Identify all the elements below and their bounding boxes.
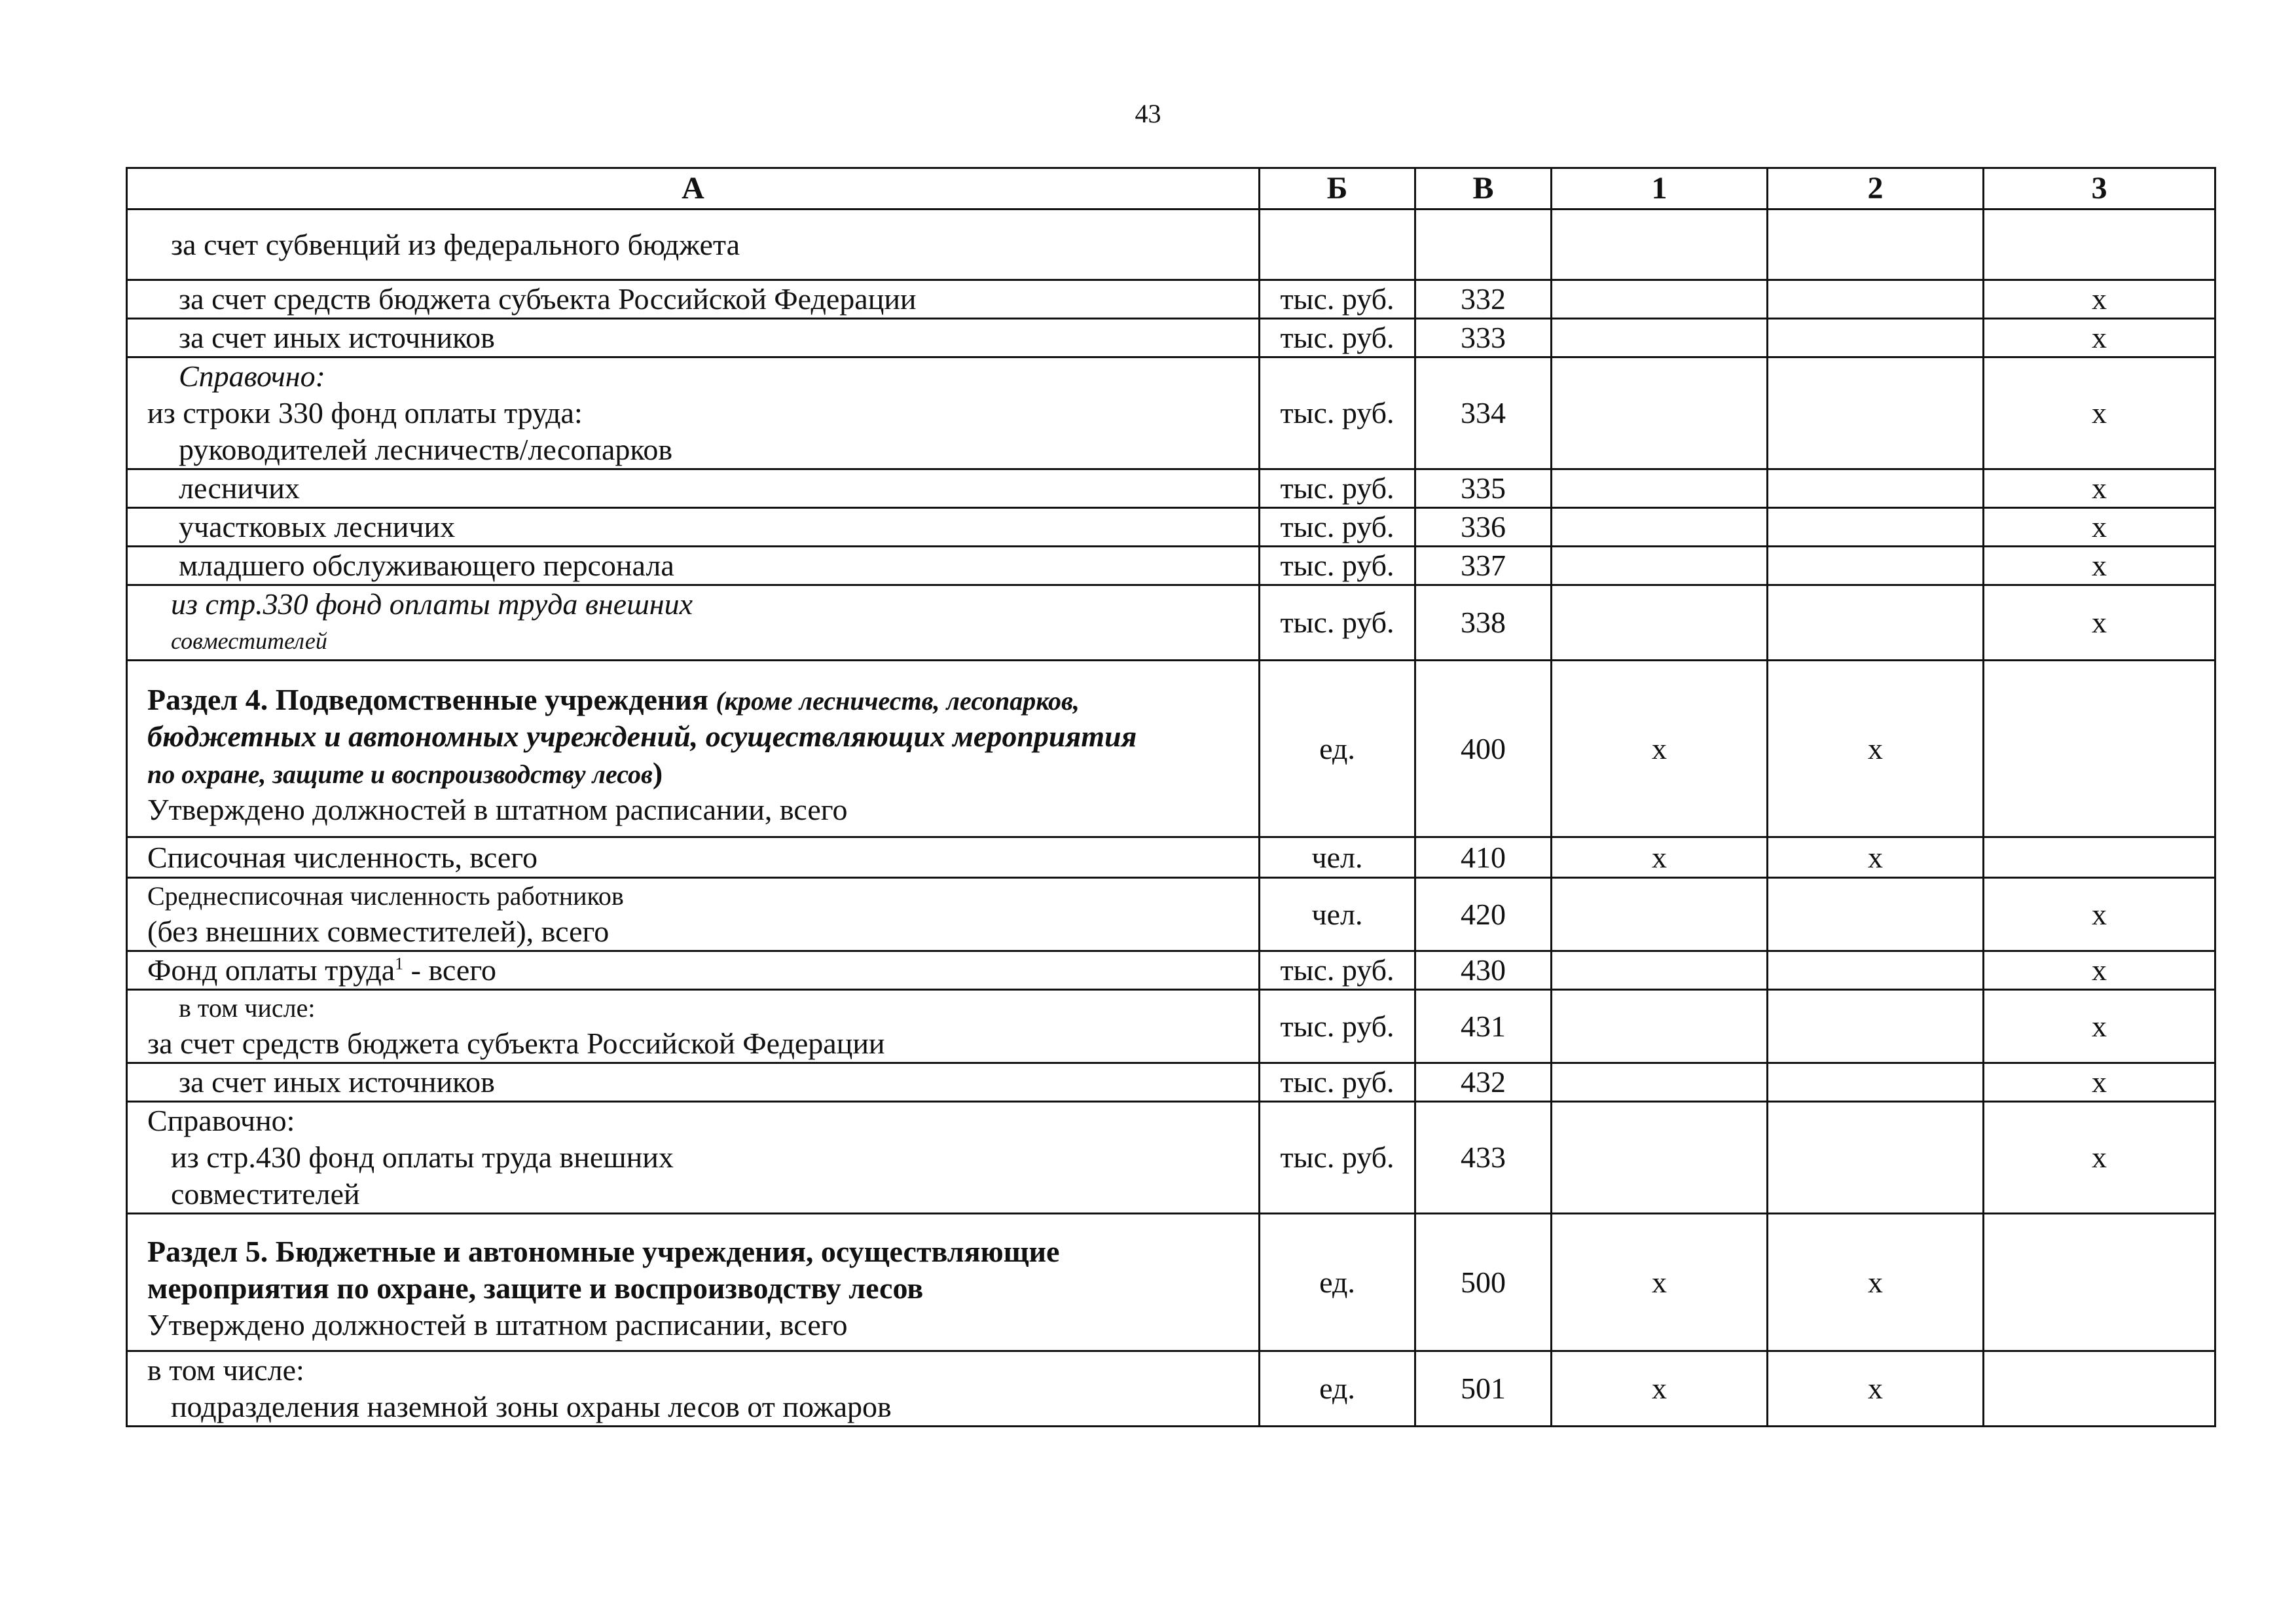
row-label: [127, 508, 1260, 547]
col2-cell: [1768, 951, 1984, 990]
col3-cell: x: [1984, 1102, 2215, 1214]
row-label-line: за счет иных источников: [179, 321, 495, 354]
col3-cell: x: [1984, 547, 2215, 585]
col1-cell: [1552, 357, 1768, 469]
row-label-line: в том числе:: [147, 1353, 304, 1387]
col2-cell: [1768, 210, 1984, 280]
col3-cell: x: [1984, 1063, 2215, 1102]
page-number: 43: [1135, 99, 1161, 128]
table-row: [127, 280, 2215, 319]
code-cell: 400: [1415, 661, 1552, 837]
wage-fund-label: Фонд оплаты труда: [147, 953, 395, 987]
col2-cell: [1768, 547, 1984, 585]
col2-cell: x: [1768, 1351, 1984, 1427]
unit-cell: чел.: [1260, 878, 1415, 951]
table-row: [127, 837, 2215, 878]
row-label-line: Списочная численность, всего: [147, 840, 538, 874]
unit-cell: тыс. руб.: [1260, 1102, 1415, 1214]
col3-cell: x: [1984, 319, 2215, 357]
table-row: [127, 585, 2215, 661]
row-label-line: Справочно:: [147, 1104, 295, 1137]
table-row: [127, 661, 2215, 837]
row-label: [127, 357, 1260, 469]
row-label: [127, 547, 1260, 585]
header-col-b: Б: [1260, 168, 1415, 210]
header-col-a: А: [127, 168, 1260, 210]
row-label-line: лесничих: [179, 471, 300, 505]
col1-cell: [1552, 585, 1768, 661]
header-col-3: 3: [1984, 168, 2215, 210]
row-label: [127, 1063, 1260, 1102]
code-cell: 432: [1415, 1063, 1552, 1102]
table-row: [127, 357, 2215, 469]
col2-cell: [1768, 878, 1984, 951]
code-cell: 336: [1415, 508, 1552, 547]
unit-cell: тыс. руб.: [1260, 319, 1415, 357]
col3-cell: [1984, 661, 2215, 837]
unit-cell: ед.: [1260, 1214, 1415, 1351]
col1-cell: [1552, 280, 1768, 319]
unit-cell: тыс. руб.: [1260, 585, 1415, 661]
row-label: [127, 837, 1260, 878]
table-row: [127, 469, 2215, 508]
row-label: [127, 951, 1260, 990]
section-4-note: (кроме лесничеств, лесопарков,: [716, 685, 1080, 716]
table-row: [127, 1102, 2215, 1214]
row-label-line: из стр.430 фонд оплаты труда внешних: [171, 1140, 674, 1174]
col2-cell: x: [1768, 661, 1984, 837]
section-5-title: Раздел 5. Бюджетные и автономные учреждения, осуществляющие: [147, 1234, 1060, 1268]
unit-cell: [1260, 210, 1415, 280]
unit-cell: тыс. руб.: [1260, 990, 1415, 1063]
unit-cell: тыс. руб.: [1260, 357, 1415, 469]
code-cell: 338: [1415, 585, 1552, 661]
code-cell: 501: [1415, 1351, 1552, 1427]
header-col-2: 2: [1768, 168, 1984, 210]
code-cell: 332: [1415, 280, 1552, 319]
unit-cell: тыс. руб.: [1260, 1063, 1415, 1102]
row-label: [127, 661, 1260, 837]
code-cell: 430: [1415, 951, 1552, 990]
row-label: [127, 1102, 1260, 1214]
table-row: [127, 210, 2215, 280]
row-label-line: совместителей: [171, 1177, 360, 1211]
col1-cell: [1552, 1063, 1768, 1102]
col1-cell: x: [1552, 1214, 1768, 1351]
col2-cell: [1768, 508, 1984, 547]
col1-cell: [1552, 547, 1768, 585]
table-row: [127, 1214, 2215, 1351]
col2-cell: [1768, 280, 1984, 319]
table-row: [127, 878, 2215, 951]
col2-cell: [1768, 990, 1984, 1063]
col3-cell: x: [1984, 990, 2215, 1063]
row-label-line: в том числе:: [179, 993, 316, 1023]
row-label-line: бюджетных и автономных учреждений, осуществляющих мероприятия: [147, 719, 1137, 753]
footnote-marker: 1: [395, 954, 404, 974]
col2-cell: [1768, 357, 1984, 469]
col3-cell: x: [1984, 508, 2215, 547]
col1-cell: [1552, 878, 1768, 951]
code-cell: 333: [1415, 319, 1552, 357]
row-label-line: [133, 755, 1253, 792]
unit-cell: ед.: [1260, 1351, 1415, 1427]
row-label-line: (без внешних совместителей), всего: [147, 914, 610, 948]
table-row: [127, 319, 2215, 357]
code-cell: 431: [1415, 990, 1552, 1063]
code-cell: 420: [1415, 878, 1552, 951]
row-label: [127, 878, 1260, 951]
row-label-line: Утверждено должностей в штатном расписании, всего: [147, 1307, 848, 1341]
row-label-line: за счет средств бюджета субъекта Российской Федерации: [179, 282, 917, 316]
col2-cell: [1768, 469, 1984, 508]
col1-cell: [1552, 990, 1768, 1063]
col2-cell: x: [1768, 837, 1984, 878]
col1-cell: x: [1552, 1351, 1768, 1427]
code-cell: 335: [1415, 469, 1552, 508]
col1-cell: [1552, 951, 1768, 990]
col2-cell: x: [1768, 1214, 1984, 1351]
col1-cell: [1552, 319, 1768, 357]
code-cell: 337: [1415, 547, 1552, 585]
code-cell: 433: [1415, 1102, 1552, 1214]
unit-cell: тыс. руб.: [1260, 547, 1415, 585]
col3-cell: x: [1984, 951, 2215, 990]
row-label: [127, 210, 1260, 280]
row-label-line: из строки 330 фонд оплаты труда:: [147, 396, 583, 429]
code-cell: 410: [1415, 837, 1552, 878]
row-label-line: [133, 682, 1253, 718]
col1-cell: [1552, 508, 1768, 547]
row-label-line: Справочно:: [179, 359, 325, 393]
header-col-v: В: [1415, 168, 1552, 210]
col1-cell: [1552, 469, 1768, 508]
col3-cell: x: [1984, 357, 2215, 469]
col2-cell: [1768, 319, 1984, 357]
code-cell: [1415, 210, 1552, 280]
table-row: [127, 951, 2215, 990]
col2-cell: [1768, 1063, 1984, 1102]
col1-cell: x: [1552, 661, 1768, 837]
col3-cell: [1984, 1351, 2215, 1427]
row-label-line: совместителей: [171, 628, 327, 654]
row-label-line: подразделения наземной зоны охраны лесов от пожаров: [171, 1390, 892, 1423]
row-label: [127, 319, 1260, 357]
row-label-line: за счет средств бюджета субъекта Российской Федерации: [147, 1026, 885, 1060]
row-label-line: за счет иных источников: [179, 1065, 495, 1099]
section-4-note-end: по охране, защите и воспроизводству лесов: [147, 759, 653, 789]
header-row: [127, 168, 2215, 210]
table-row: [127, 1351, 2215, 1427]
unit-cell: ед.: [1260, 661, 1415, 837]
row-label-line: за счет субвенций из федерального бюджета: [171, 227, 740, 261]
section-4-close-paren: ): [652, 756, 663, 790]
col1-cell: x: [1552, 837, 1768, 878]
unit-cell: тыс. руб.: [1260, 508, 1415, 547]
row-label: [127, 1351, 1260, 1427]
unit-cell: тыс. руб.: [1260, 469, 1415, 508]
table-row: [127, 990, 2215, 1063]
row-label: [127, 585, 1260, 661]
row-label-line: младшего обслуживающего персонала: [179, 549, 674, 582]
unit-cell: тыс. руб.: [1260, 951, 1415, 990]
section-4-title: Раздел 4. Подведомственные учреждения: [147, 682, 708, 716]
col2-cell: [1768, 585, 1984, 661]
table-row: [127, 1063, 2215, 1102]
unit-cell: тыс. руб.: [1260, 280, 1415, 319]
col3-cell: x: [1984, 280, 2215, 319]
col1-cell: [1552, 1102, 1768, 1214]
col3-cell: x: [1984, 585, 2215, 661]
row-label: [127, 1214, 1260, 1351]
row-label-line: из стр.330 фонд оплаты труда внешних: [171, 587, 693, 621]
col3-cell: [1984, 837, 2215, 878]
row-label: [127, 990, 1260, 1063]
row-label-line: участковых лесничих: [179, 510, 456, 543]
report-table: [126, 167, 2216, 1427]
col1-cell: [1552, 210, 1768, 280]
col3-cell: [1984, 1214, 2215, 1351]
row-label-line: Утверждено должностей в штатном расписании, всего: [147, 792, 848, 826]
row-label-line: [133, 952, 1253, 989]
unit-cell: чел.: [1260, 837, 1415, 878]
table-row: [127, 547, 2215, 585]
header-col-1: 1: [1552, 168, 1768, 210]
wage-fund-total: - всего: [403, 953, 497, 987]
col2-cell: [1768, 1102, 1984, 1214]
col3-cell: [1984, 210, 2215, 280]
row-label-line: руководителей лесничеств/лесопарков: [179, 433, 673, 466]
code-cell: 334: [1415, 357, 1552, 469]
col3-cell: x: [1984, 469, 2215, 508]
col3-cell: x: [1984, 878, 2215, 951]
row-label-line: Среднесписочная численность работников: [147, 881, 624, 911]
row-label: [127, 469, 1260, 508]
code-cell: 500: [1415, 1214, 1552, 1351]
row-label: [127, 280, 1260, 319]
row-label-line: мероприятия по охране, защите и воспроизводству лесов: [147, 1271, 924, 1305]
table-row: [127, 508, 2215, 547]
